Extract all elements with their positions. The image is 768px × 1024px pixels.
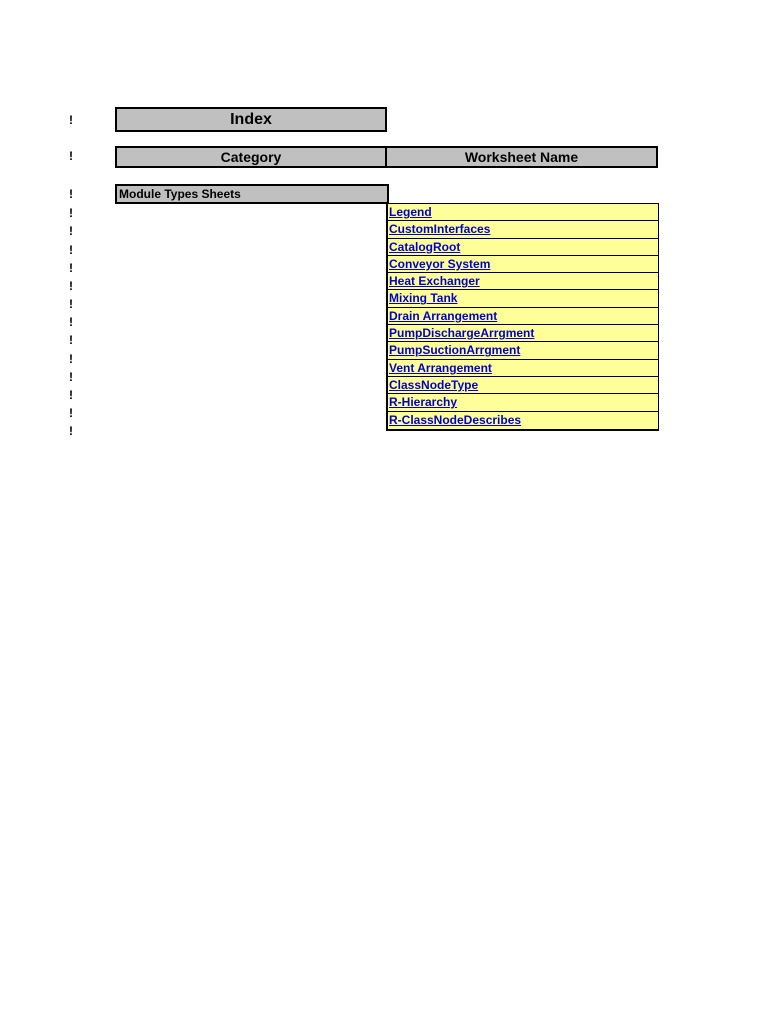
row-marker: ! <box>69 370 73 384</box>
worksheet-name-header: Worksheet Name <box>385 146 658 168</box>
worksheet-link-r-hierarchy[interactable]: R-Hierarchy <box>389 395 458 410</box>
category-header: Category <box>115 146 387 168</box>
list-item <box>388 239 658 256</box>
worksheet-link-classnodetype[interactable]: ClassNodeType <box>389 377 479 392</box>
list-item <box>388 394 658 411</box>
row-marker: ! <box>69 113 73 127</box>
worksheet-link-catalogroot[interactable]: CatalogRoot <box>389 239 461 254</box>
list-item <box>388 412 658 429</box>
category-cell: Module Types Sheets <box>115 184 389 204</box>
list-item <box>388 377 658 394</box>
row-marker: ! <box>69 187 73 201</box>
list-item <box>388 273 658 290</box>
row-marker: ! <box>69 388 73 402</box>
worksheet-link-legend[interactable]: Legend <box>389 205 432 219</box>
row-marker: ! <box>69 261 73 275</box>
row-marker: ! <box>69 149 73 163</box>
index-title: Index <box>115 107 387 132</box>
list-item <box>388 204 658 221</box>
worksheet-link-mixing-tank[interactable]: Mixing Tank <box>389 291 458 306</box>
worksheet-link-drain-arrangement[interactable]: Drain Arrangement <box>389 308 498 323</box>
row-marker: ! <box>69 243 73 257</box>
list-item <box>388 221 658 238</box>
list-item <box>388 308 658 325</box>
row-marker: ! <box>69 333 73 347</box>
list-item <box>388 325 658 342</box>
worksheet-link-pumpdischargearrgment[interactable]: PumpDischargeArrgment <box>389 326 535 341</box>
list-item <box>388 290 658 307</box>
row-marker: ! <box>69 279 73 293</box>
row-marker: ! <box>69 424 73 438</box>
list-item <box>388 360 658 377</box>
row-marker: ! <box>69 315 73 329</box>
row-marker: ! <box>69 224 73 238</box>
worksheet-link-pumpsuctionarrgment[interactable]: PumpSuctionArrgment <box>389 343 521 358</box>
row-marker: ! <box>69 406 73 420</box>
worksheet-link-vent-arrangement[interactable]: Vent Arrangement <box>389 360 492 375</box>
worksheet-link-conveyor-system[interactable]: Conveyor System <box>389 256 491 271</box>
row-marker: ! <box>69 297 73 311</box>
list-item <box>388 342 658 359</box>
row-marker: ! <box>69 352 73 366</box>
worksheet-list <box>386 203 659 431</box>
worksheet-link-custominterfaces[interactable]: CustomInterfaces <box>389 222 491 237</box>
worksheet-link-heat-exchanger[interactable]: Heat Exchanger <box>389 274 480 289</box>
worksheet-link-r-classnodedescribes[interactable]: R-ClassNodeDescribes <box>389 412 522 427</box>
row-marker: ! <box>69 206 73 220</box>
list-item <box>388 256 658 273</box>
